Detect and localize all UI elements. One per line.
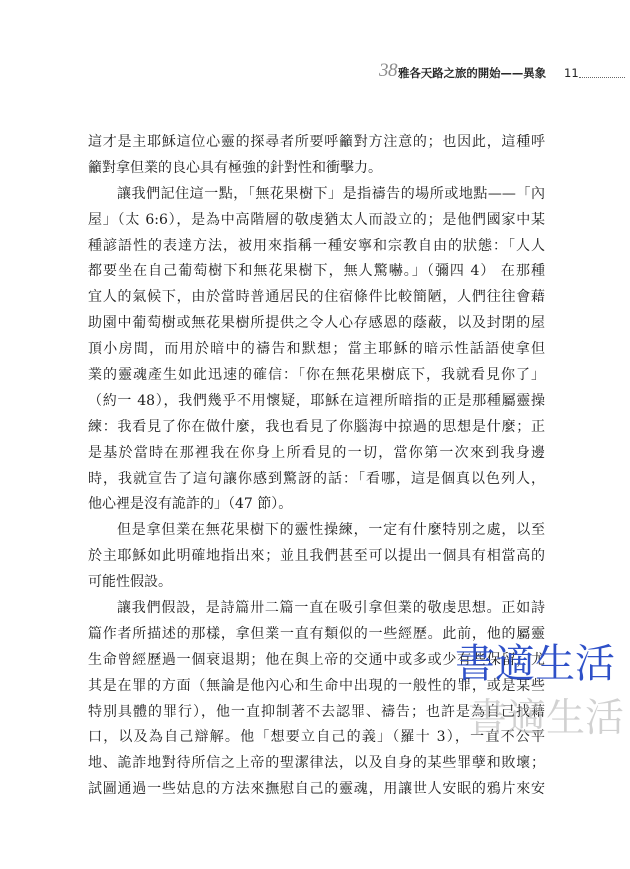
text-line: 地、詭詐地對待所信之上帝的聖潔律法，以及自身的某些罪孽和敗壞； — [88, 755, 545, 772]
dot-leader — [579, 77, 625, 78]
text-line: 可能性假設。 — [88, 574, 172, 591]
text-line: 籲對拿但業的良心具有極強的針對性和衝擊力。 — [88, 159, 382, 176]
text-line: 都要坐在自己葡萄樹下和無花果樹下，無人驚嚇。」（彌四 4） 在那種 — [88, 263, 545, 280]
text-line: （約一 48），我們幾乎不用懷疑，耶穌在這裡所暗指的正是那種屬靈操 — [88, 392, 545, 409]
chapter-number: 38 — [379, 60, 397, 81]
text-line: 時，我就宣告了這句讓你感到驚訝的話：「看哪，這是個真以色列人， — [88, 470, 545, 487]
text-line: 是基於當時在那裡我在你身上所看見的一切，當你第一次來到我身邊 — [88, 444, 545, 461]
text-line: 於主耶穌如此明確地指出來；並且我們甚至可以提出一個具有相當高的 — [88, 548, 545, 565]
text-line: 口，以及為自己辯解。他「想要立自己的義」（羅十 3），一直不公平 — [88, 729, 545, 746]
text-line: 生命曾經歷過一個衰退期；他在與上帝的交通中或多或少有些保留，尤 — [88, 651, 545, 668]
text-line: 特別具體的罪行），他一直抑制著不去認罪、禱告；也許是為自己找藉 — [88, 703, 545, 720]
text-line: 讓我們記住這一點，「無花果樹下」是指禱告的場所或地點——「內 — [117, 185, 545, 202]
text-line: 但是拿但業在無花果樹下的靈性操練，一定有什麼特別之處，以至 — [117, 522, 545, 539]
text-line: 他心裡是沒有詭詐的」（47 節）。 — [88, 496, 293, 513]
text-line: 助園中葡萄樹或無花果樹所提供之令人心存感恩的蔭蔽，以及封閉的屋 — [88, 315, 545, 332]
watermark-text: 書適生活 — [455, 641, 615, 687]
watermark-text: 書適生活 — [468, 696, 625, 741]
text-line: 練：我看見了你在做什麼，我也看見了你腦海中掠過的思想是什麼；正 — [88, 418, 545, 435]
text-line: 屋」（太 6:6），是為中高階層的敬虔猶太人而設立的；是他們國家中某 — [88, 211, 545, 228]
paragraph — [88, 182, 545, 519]
text-line: 種諺語性的表達方法，被用來指稱一種安寧和宗教自由的狀態：「人人 — [88, 237, 545, 254]
paragraph — [88, 130, 545, 182]
text-line: 宜人的氣候下，由於當時普通居民的住宿條件比較簡陋，人們往往會藉 — [88, 289, 545, 306]
text-line: 其是在罪的方面（無論是他內心和生命中出現的一般性的罪，或是某些 — [88, 677, 545, 694]
running-head — [0, 0, 630, 100]
text-line: 篇作者所描述的那樣，拿但業一直有類似的一些經歷。此前，他的屬靈 — [88, 625, 545, 642]
text-line: 業的靈魂產生如此迅速的確信：「你在無花果樹底下，我就看見你了」 — [88, 367, 545, 384]
paragraph — [88, 518, 545, 596]
text-line: 試圖通過一些姑息的方法來撫慰自己的靈魂，用讓世人安眠的鴉片來安 — [88, 781, 545, 798]
text-line: 頂小房間，而用於暗中的禱告和默想；當主耶穌的暗示性話語使拿但 — [88, 341, 545, 358]
chapter-title: 雅各天路之旅的開始——異象 — [398, 66, 547, 80]
text-line: 讓我們假設，是詩篇卅二篇一直在吸引拿但業的敬虔思想。正如詩 — [117, 600, 545, 617]
text-line: 這才是主耶穌這位心靈的探尋者所要呼籲對方注意的；也因此，這種呼 — [88, 134, 545, 150]
page-number: 11 — [564, 66, 579, 80]
